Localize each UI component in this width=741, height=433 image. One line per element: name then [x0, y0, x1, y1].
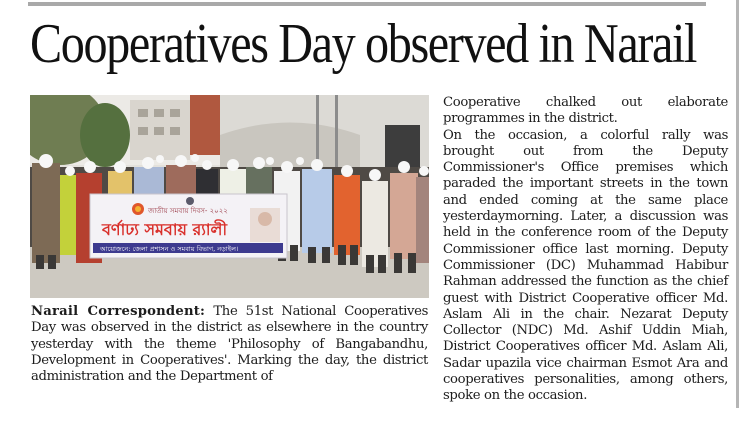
rally-photo-illustration	[30, 95, 429, 298]
banner-subtitle: জাতীয় সমবায় দিবস- ২০২২	[148, 207, 228, 215]
banner-title: বর্ণাঢ্য সমবায় র‍্যালী	[102, 220, 228, 239]
article-column-left	[31, 304, 428, 385]
banner-organizer: আয়োজনে: জেলা প্রশাসন ও সমবায় বিভাগ, নড়াইল।	[100, 245, 239, 253]
top-rule	[28, 2, 706, 6]
article-paragraph	[31, 304, 428, 385]
lead-text: The 51st National Cooperatives Day was observed in the district as elsewhere in the country yesterday with the theme 'Philosophy of Bangabandhu, Development in Cooperatives'. Marking the day, the district administration and the Department of	[31, 304, 428, 385]
headline: Cooperatives Day observed in Narail	[30, 13, 696, 75]
article-paragraph: On the occasion, a colorful rally was brought out from the Deputy Commissioner's Office premises which paraded the important streets in the town and ended coming at the same place yesterdaymorning. Later, a discussion was held in the conference room of the Deputy Commissioner office last morning. Deputy Commissioner (DC) Muhammad Habibur Rahman addressed the function as the chief guest with District Cooperative officer Md. Aslam Ali in the chair. Nezarat Deputy Collector (NDC) Md. Ashif Uddin Miah, District Cooperatives officer Md. Aslam Ali, Sadar upazila vice chairman Esmot Ara and cooperatives personalities, among others, spoke on the occasion.	[443, 127, 728, 404]
article-photo	[30, 95, 429, 298]
column-rule	[736, 0, 739, 408]
article-column-right	[443, 95, 728, 405]
article-paragraph: Cooperative chalked out elaborate programmes in the district.	[443, 95, 728, 127]
byline: Narail Correspondent:	[31, 304, 206, 319]
